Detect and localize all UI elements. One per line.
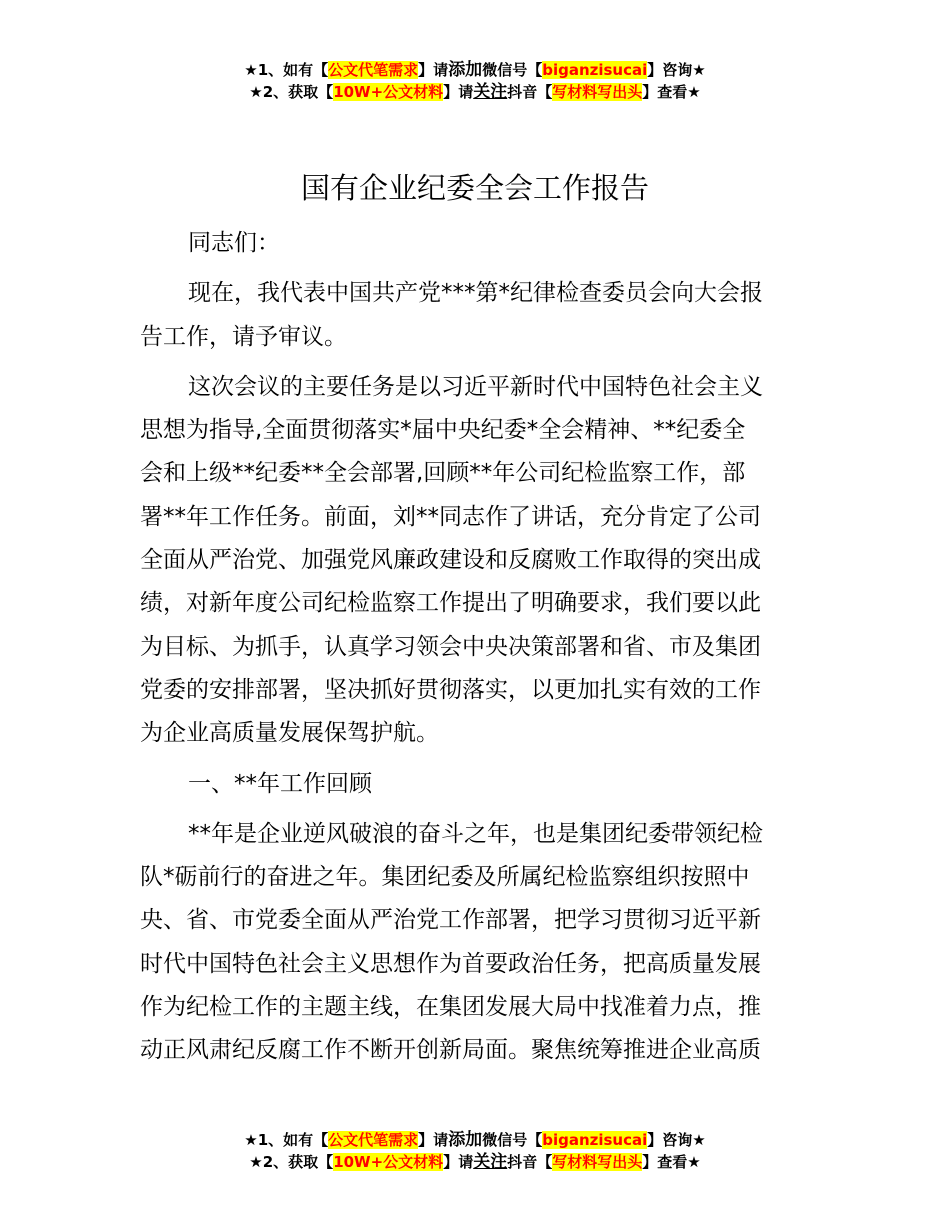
text-line: 全面从严治党、加强党风廉政建设和反腐败工作取得的突出成 [140, 547, 761, 574]
header-banner [0, 59, 950, 103]
text-line: 一、**年工作回顾 [188, 770, 372, 797]
task-paragraph [140, 366, 812, 756]
banner-highlight: 公文代笔需求 [328, 1131, 419, 1149]
footer-banner [0, 1129, 950, 1173]
document-body [140, 222, 812, 1080]
banner-text: 】查看★ [642, 1153, 701, 1171]
banner-wechat-id: biganzisucai [542, 61, 648, 79]
text-line: 动正风肃纪反腐工作不断开创新局面。聚焦统筹推进企业高质 [140, 1037, 761, 1064]
banner-text: ★2、获取【 [249, 1153, 334, 1171]
banner-line-2 [0, 1151, 950, 1173]
text-line: 为目标、为抓手，认真学习领会中央决策部署和省、市及集团 [140, 633, 761, 660]
section-heading [140, 763, 812, 806]
text-line: 现在，我代表中国共产党***第*纪律检查委员会向大会报 [188, 280, 763, 307]
banner-text: ★2、获取【 [249, 83, 334, 101]
text-line: 作为纪检工作的主题主线，在集团发展大局中找准着力点，推 [140, 994, 761, 1021]
banner-highlight: 写材料写出头 [552, 1153, 643, 1171]
banner-text: ★1、如有【 [244, 1131, 329, 1149]
banner-line-2 [0, 81, 950, 103]
text-line: 这次会议的主要任务是以习近平新时代中国特色社会主义 [188, 373, 763, 400]
text-line: 央、省、市党委全面从严治党工作部署，把学习贯彻习近平新 [140, 907, 761, 934]
text-line: 时代中国特色社会主义思想作为首要政治任务，把高质量发展 [140, 950, 761, 977]
text-line: 为企业高质量发展保驾护航。 [140, 720, 439, 747]
text-line: 绩，对新年度公司纪检监察工作提出了明确要求，我们要以此 [140, 590, 761, 617]
banner-text: 】请 [418, 1131, 449, 1149]
text-line: 党委的安排部署，坚决抓好贯彻落实，以更加扎实有效的工作 [140, 676, 761, 703]
banner-text: 】咨询★ [647, 1131, 706, 1149]
banner-text: 】查看★ [642, 83, 701, 101]
banner-text: 抖音【 [507, 1153, 553, 1171]
banner-text: 抖音【 [507, 83, 553, 101]
text-line: 会和上级**纪委**全会部署,回顾**年公司纪检监察工作，部 [140, 460, 746, 487]
text-line: 思想为指导,全面贯彻落实*届中央纪委*全会精神、**纪委全 [140, 417, 746, 444]
banner-highlight: 10W+公文材料 [333, 1153, 444, 1171]
banner-line-1 [0, 1129, 950, 1151]
banner-wechat-id: biganzisucai [542, 1131, 648, 1149]
salutation-paragraph [140, 222, 812, 265]
banner-highlight: 10W+公文材料 [333, 83, 444, 101]
banner-text: 】请 [443, 83, 474, 101]
text-line: **年是企业逆风破浪的奋斗之年，也是集团纪委带领纪检 [188, 820, 763, 847]
banner-text: 】请 [443, 1153, 474, 1171]
banner-text: 】请 [418, 61, 449, 79]
banner-emphasis: 添加 [448, 60, 483, 80]
text-line: 队*砺前行的奋进之年。集团纪委及所属纪检监察组织按照中 [140, 864, 750, 891]
banner-emphasis: 关注 [473, 82, 508, 102]
text-line: 告工作，请予审议。 [140, 323, 347, 350]
banner-emphasis: 关注 [473, 1152, 508, 1172]
banner-text: ★1、如有【 [244, 61, 329, 79]
banner-emphasis: 添加 [448, 1130, 483, 1150]
banner-text: 微信号【 [482, 61, 543, 79]
review-paragraph [140, 813, 812, 1073]
text-line: 署**年工作任务。前面，刘**同志作了讲话，充分肯定了公司 [140, 503, 761, 530]
intro-paragraph [140, 272, 812, 359]
banner-text: 】咨询★ [647, 61, 706, 79]
banner-line-1 [0, 59, 950, 81]
banner-highlight: 公文代笔需求 [328, 61, 419, 79]
document-title: 国有企业纪委全会工作报告 [300, 171, 649, 205]
banner-highlight: 写材料写出头 [552, 83, 643, 101]
banner-text: 微信号【 [482, 1131, 543, 1149]
text-line: 同志们： [188, 230, 280, 256]
